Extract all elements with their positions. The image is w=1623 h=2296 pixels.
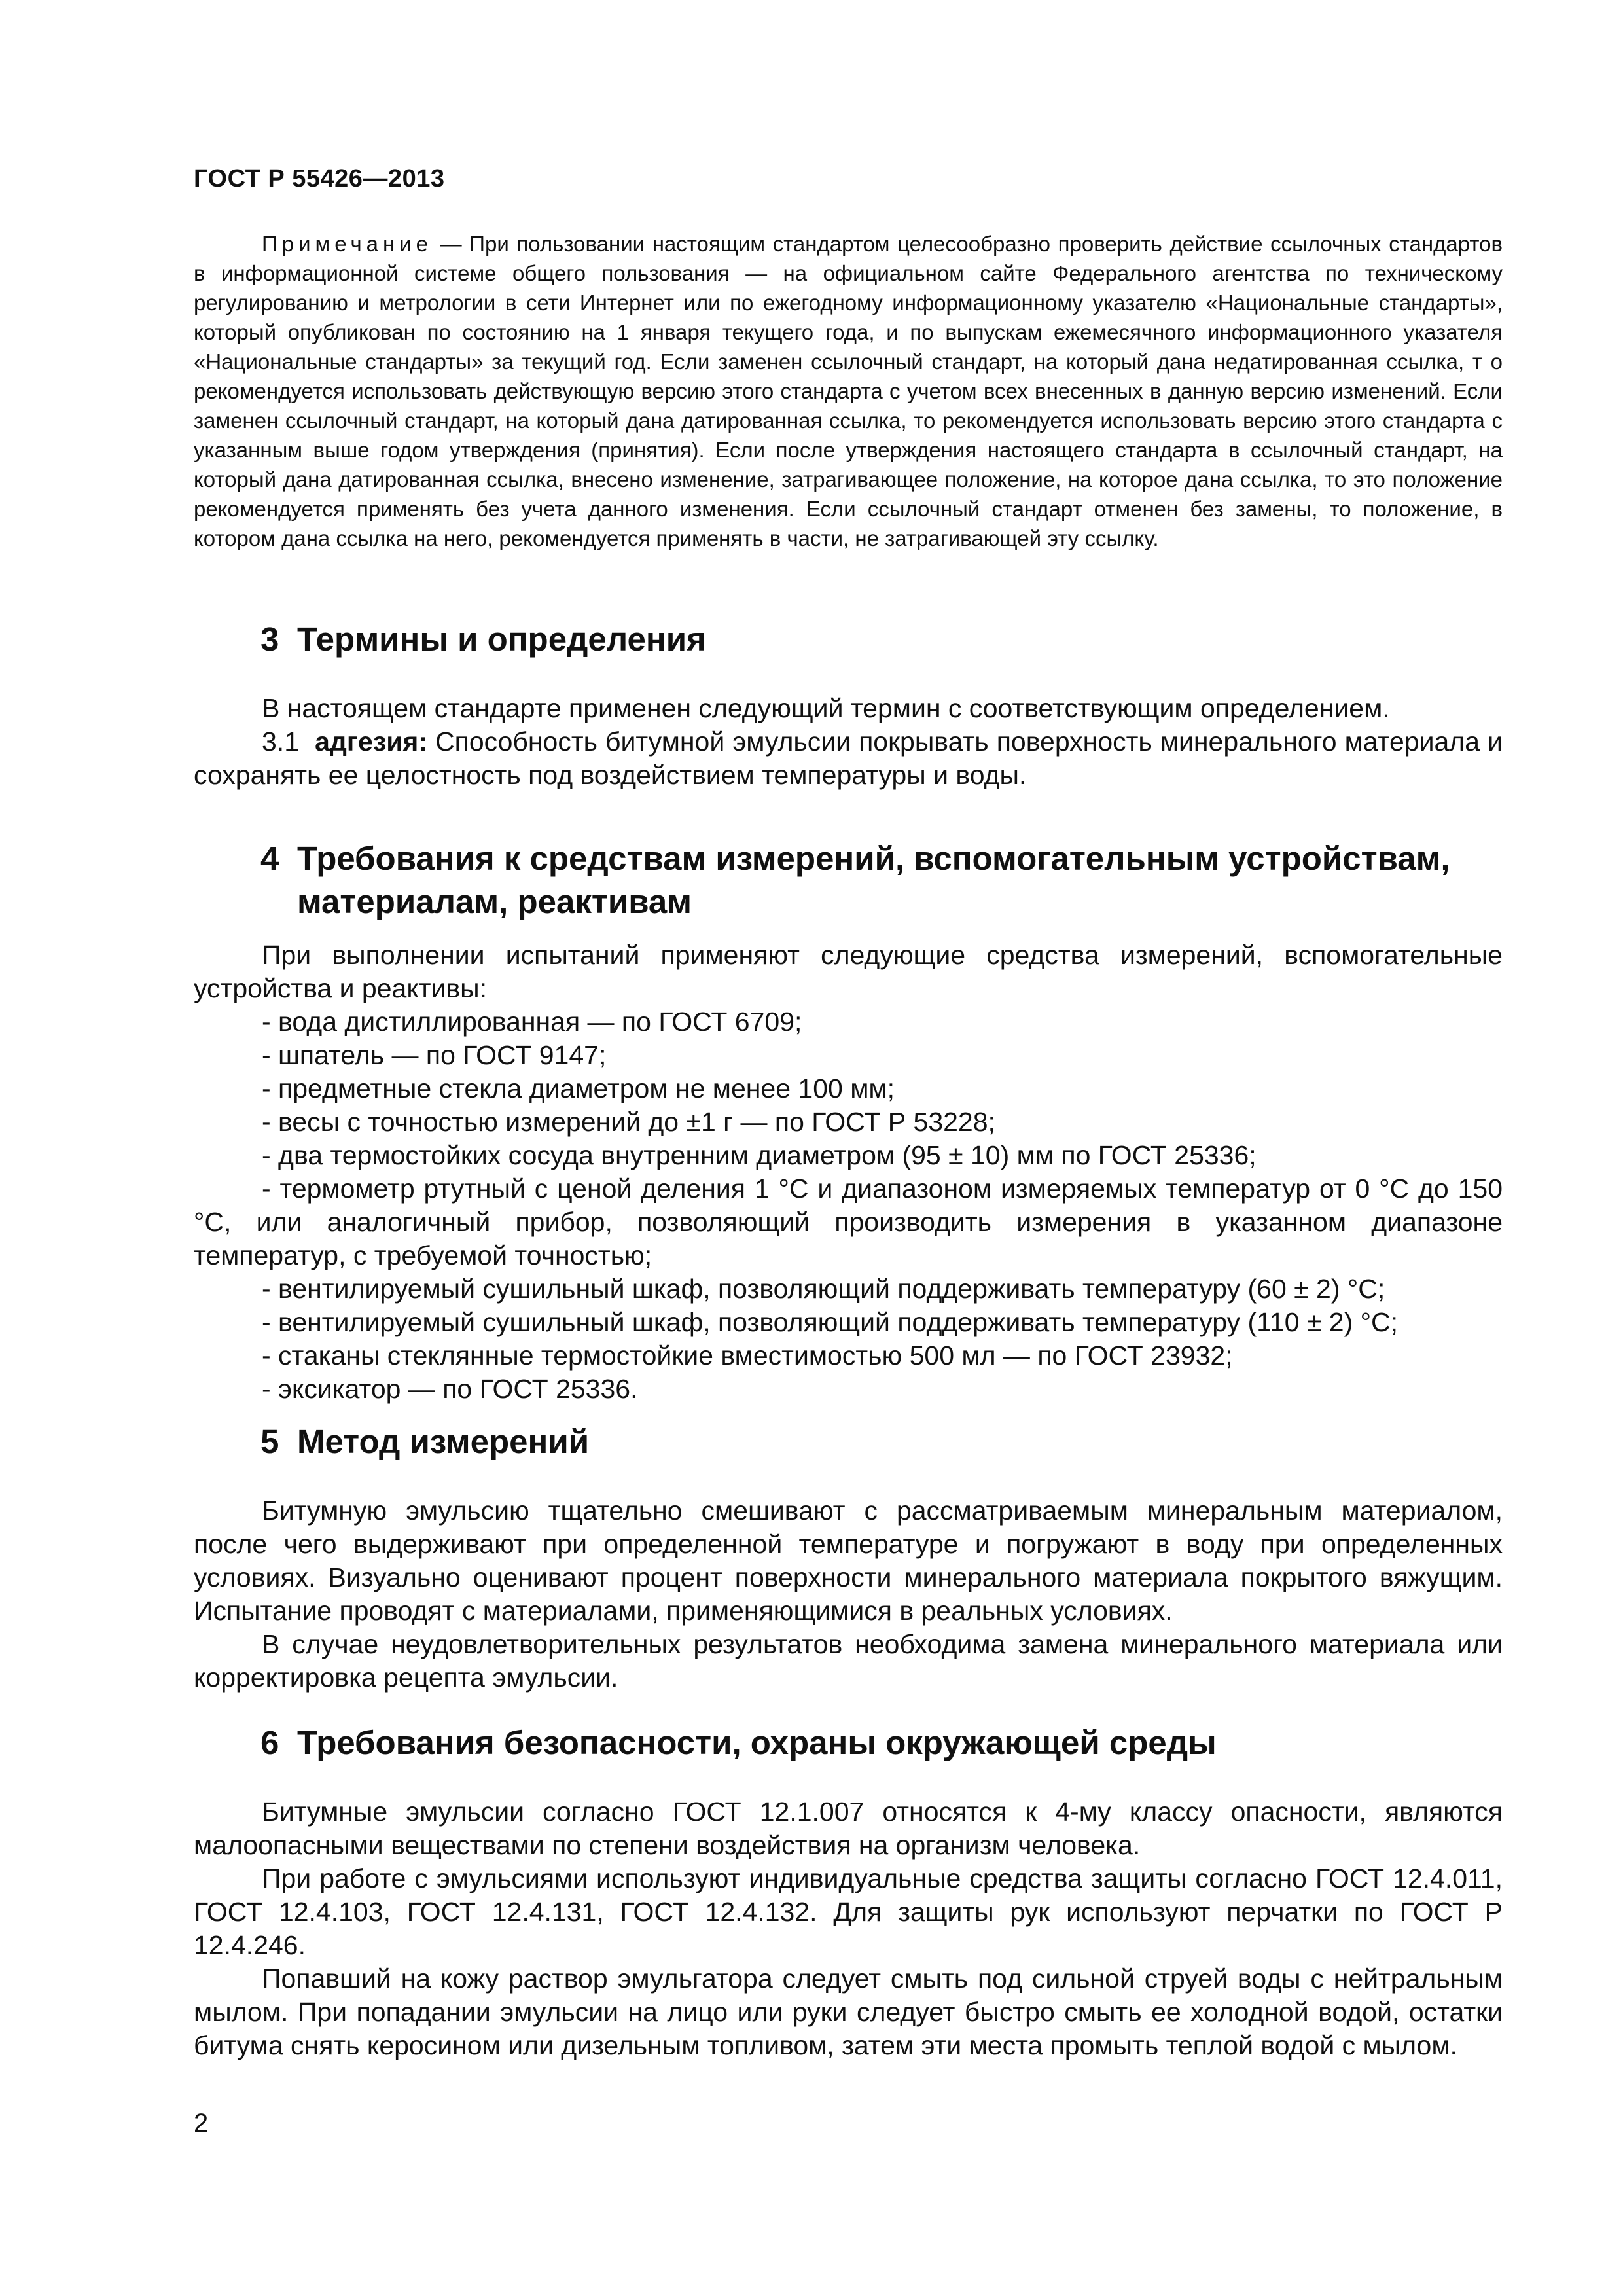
note-label: Примечание (262, 232, 433, 256)
list-item: - шпатель — по ГОСТ 9147; (262, 1040, 607, 1070)
section-5-title-text: Метод измерений (297, 1423, 590, 1460)
section-6-paragraph-1: Битумные эмульсии согласно ГОСТ 12.1.007 относятся к 4-му классу опасности, являются малоопасными веществами по степени воздействия на организм человека. (194, 1797, 1503, 1860)
section-4-title-line-1: Требования к средствам измерений, вспомогательным устройствам, (297, 840, 1450, 877)
section-3-title-text: Термины и определения (297, 620, 706, 658)
section-3-intro: В настоящем стандарте применен следующий термин с соответствующим определением. (262, 693, 1390, 723)
note-block (194, 229, 1503, 553)
section-6-paragraph-3: Попавший на кожу раствор эмульгатора следует смыть под сильной струей воды с нейтральным мылом. При попадании эмульсии на лицо или руки следует быстро смыть ее холодной водой, остатки битума снять керосином или дизельным топливом, затем эти места промыть теплой водой с мылом. (194, 1964, 1503, 2060)
section-5-paragraph-1: Битумную эмульсию тщательно смешивают с рассматриваемым минеральным материалом, после чего выдерживают при определенной температуре и погружают в воду при определенных условиях. Визуально оценивают процент поверхности минерального материала покрытого вяжущим. Испытание проводят с материалами, применяющимися в реальных условиях. (194, 1496, 1503, 1626)
note-text: — При пользовании настоящим стандартом целесообразно проверить действие ссылочных стандартов в информационной системе общего пользования — на официальном сайте Федерального агентства по техническому регулированию и метрологии в сети Интернет или по ежегодному информационному указателю «Национальные стандарты», который опубликован по состоянию на 1 января текущего года, и по выпускам ежемесячного информационного указателя «Национальные стандарты» за текущий год. Если заменен ссылочный стандарт, на который дана недатированная ссылка, т о рекомендуется использовать действующую версию этого стандарта с учетом всех внесенных в данную версию изменений. Если заменен ссылочный стандарт, на который дана датированная ссылка, то рекомендуется использовать версию этого стандарта с указанным выше годом утверждения (принятия). Если после утверждения настоящего стандарта в ссылочный стандарт, на который дана датированная ссылка, внесено изменение, затрагивающее положение, на которое дана ссылка, то это положение рекомендуется применять без учета данного изменения. Если ссылочный стандарт отменен без замены, то положение, в котором дана ссылка на него, рекомендуется применять в части, не затрагивающей эту ссылку. (194, 232, 1503, 550)
term-definition (194, 725, 1503, 792)
section-6-title (260, 1721, 1217, 1765)
section-3-body (194, 692, 1503, 792)
section-3-number: 3 (260, 620, 279, 658)
section-4-number: 4 (260, 840, 279, 877)
page-number: 2 (194, 2109, 209, 2138)
list-item: - термометр ртутный с ценой деления 1 °С и диапазоном измеряемых температур от 0 °С до 150 °С, или аналогичный прибор, позволяющий производить измерения в указанном диапазоне температур, с требуемой точностью; (194, 1174, 1503, 1270)
section-6-body (194, 1795, 1503, 2062)
section-6-title-text: Требования безопасности, охраны окружающей среды (297, 1724, 1217, 1761)
list-item: - предметные стекла диаметром не менее 100 мм; (262, 1073, 895, 1103)
section-6-paragraph-2: При работе с эмульсиями используют индивидуальные средства защиты согласно ГОСТ 12.4.011, ГОСТ 12.4.103, ГОСТ 12.4.131, ГОСТ 12.4.132. Для защиты рук используют перчатки по ГОСТ Р 12.4.246. (194, 1863, 1503, 1960)
list-item: - стаканы стеклянные термостойкие вместимостью 500 мл — по ГОСТ 23932; (262, 1340, 1233, 1371)
list-item: - эксикатор — по ГОСТ 25336. (262, 1374, 638, 1404)
document-header-id: ГОСТ Р 55426—2013 (194, 165, 445, 192)
section-4-title (260, 837, 1450, 924)
section-6-number: 6 (260, 1724, 279, 1761)
list-item: - весы с точностью измерений до ±1 г — по ГОСТ Р 53228; (262, 1107, 995, 1137)
section-3-title (260, 618, 706, 661)
term-number: 3.1 (262, 726, 299, 757)
section-5-paragraph-2: В случае неудовлетворительных результатов необходима замена минерального материала или корректировка рецепта эмульсии. (194, 1629, 1503, 1693)
section-5-title (260, 1420, 589, 1463)
section-5-number: 5 (260, 1423, 279, 1460)
term-definition-text: Способность битумной эмульсии покрывать поверхность минерального материала и сохранять ее целостность под воздействием температуры и воды. (194, 726, 1503, 790)
list-item: - вентилируемый сушильный шкаф, позволяющий поддерживать температуру (110 ± 2) °С; (262, 1307, 1399, 1337)
section-4-title-line-2: материалам, реактивам (297, 883, 692, 920)
section-4-body (194, 939, 1503, 1406)
list-item: - два термостойких сосуда внутренним диаметром (95 ± 10) мм по ГОСТ 25336; (262, 1140, 1257, 1170)
term-name: адгезия: (315, 726, 427, 757)
section-5-body (194, 1494, 1503, 1695)
list-item: - вентилируемый сушильный шкаф, позволяющий поддерживать температуру (60 ± 2) °С; (262, 1274, 1385, 1304)
list-item: - вода дистиллированная — по ГОСТ 6709; (262, 1007, 802, 1037)
section-4-intro: При выполнении испытаний применяют следующие средства измерений, вспомогательные устройства и реактивы: (194, 940, 1503, 1003)
